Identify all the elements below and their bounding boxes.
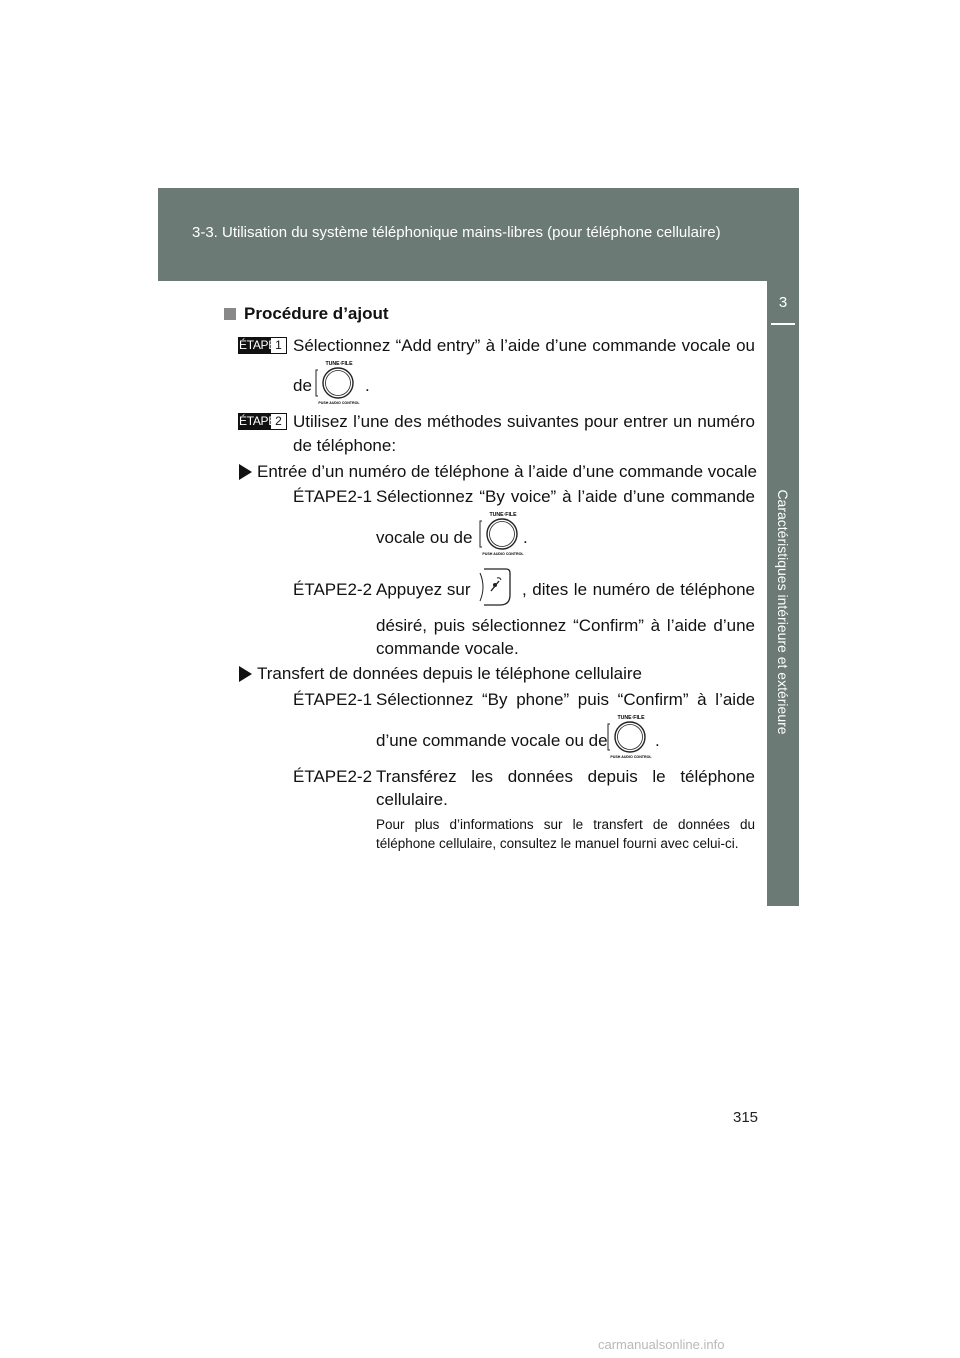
step-badge-number: 2 (275, 414, 282, 428)
tune-file-knob-icon (313, 360, 361, 406)
watermark: carmanualsonline.info (598, 1337, 725, 1352)
substep-id: ÉTAPE2-2 (293, 580, 373, 599)
side-tab-divider (771, 323, 795, 325)
knob-bottom-label: PUSH AUDIO CONTROL (318, 401, 360, 405)
talk-switch-icon (476, 565, 514, 609)
voice-substep-1-line-2-end: . (523, 528, 528, 547)
step-badge-label: ÉTAPE (239, 414, 276, 428)
phone-substep-1-line-2-end: . (655, 731, 660, 750)
knob-bottom-label: PUSH AUDIO CONTROL (610, 755, 652, 759)
section-bullet-icon (224, 308, 236, 320)
voice-substep-1-line-1: Sélectionnez “By voice” à l’aide d’une commande (376, 487, 755, 506)
step-1-line-2-end: . (365, 376, 370, 395)
knob-top-label: TUNE·FILE (489, 512, 517, 518)
tune-file-knob-icon (477, 511, 525, 557)
voice-substep-2-line-2: désiré, puis sélectionnez “Confirm” à l’aide d’une (376, 616, 755, 635)
method-phone-heading: Transfert de données depuis le téléphone cellulaire (257, 664, 642, 683)
step-badge-label: ÉTAPE (239, 338, 276, 352)
tune-file-knob-icon (605, 714, 653, 760)
step-2-badge (238, 413, 287, 430)
section-title: Procédure d’ajout (244, 304, 389, 323)
substep-id: ÉTAPE2-2 (293, 767, 373, 786)
voice-substep-2-line-3: commande vocale. (376, 639, 519, 658)
phone-substep-2-line-2: cellulaire. (376, 790, 448, 809)
knob-bottom-label: PUSH AUDIO CONTROL (482, 552, 524, 556)
voice-substep-2-line-1-end: , dites le numéro de téléphone (522, 580, 755, 599)
knob-top-label: TUNE·FILE (325, 361, 353, 367)
knob-top-label: TUNE·FILE (617, 715, 645, 721)
voice-substep-1-line-2-start: vocale ou de (376, 528, 473, 547)
phone-substep-2-line-1: Transférez les données depuis le téléphone (376, 767, 755, 786)
step-badge-number: 1 (275, 338, 282, 352)
substep-id: ÉTAPE2-1 (293, 487, 373, 506)
step-1-badge (238, 337, 287, 354)
step-1-line-2-start: de (293, 376, 312, 395)
arrow-bullet-icon (239, 464, 252, 480)
chapter-side-label: Caractéristiques intérieure et extérieure (775, 489, 791, 735)
step-2-line-1: Utilisez l’une des méthodes suivantes pour entrer un numéro (293, 412, 755, 431)
phone-substep-1-line-1: Sélectionnez “By phone” puis “Confirm” à l’aide (376, 690, 755, 709)
method-voice-heading: Entrée d’un numéro de téléphone à l’aide d’une commande vocale (257, 462, 757, 481)
page-number: 315 (733, 1109, 759, 1126)
phone-transfer-note: Pour plus d’informations sur le transfert de données du téléphone cellulaire, consultez le manuel fourni avec celui-ci. (376, 817, 755, 851)
step-1-line-1: Sélectionnez “Add entry” à l’aide d’une commande vocale ou (293, 336, 755, 355)
step-2-line-2: de téléphone: (293, 436, 397, 455)
substep-id: ÉTAPE2-1 (293, 690, 373, 709)
voice-substep-2-line-1-start: Appuyez sur (376, 580, 471, 599)
phone-substep-1-line-2-start: d’une commande vocale ou de (376, 731, 608, 750)
chapter-title: 3-3. Utilisation du système téléphonique mains-libres (pour téléphone cellulaire) (192, 224, 721, 241)
chapter-number: 3 (778, 294, 788, 311)
arrow-bullet-icon (239, 666, 252, 682)
